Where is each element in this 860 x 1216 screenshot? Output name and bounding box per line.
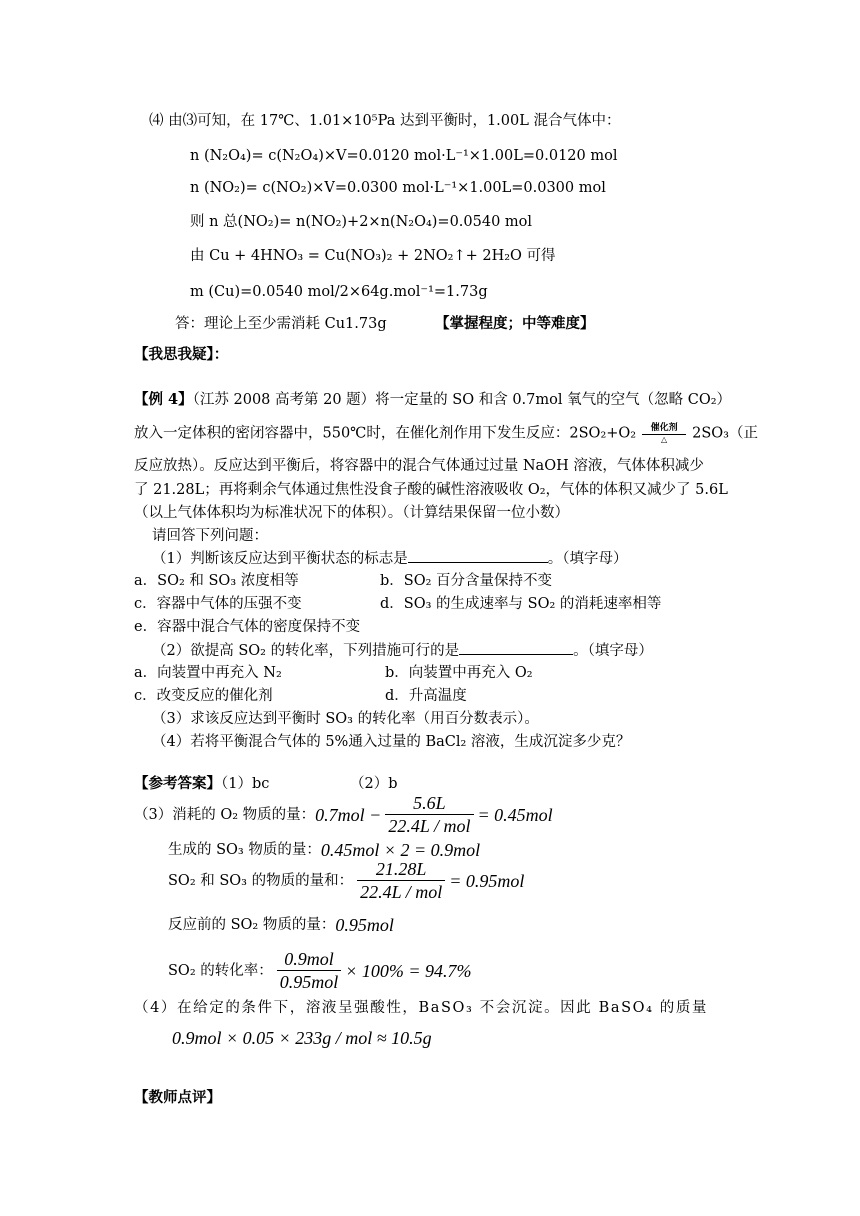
q1-option-c: c．容器中气体的压强不变	[134, 596, 302, 612]
part4-eq1: n (N₂O₄)= c(N₂O₄)×V=0.0120 mol·L⁻¹×1.00L=0.0120 mol	[190, 148, 618, 164]
fraction-total-numerator: 21.28L	[357, 858, 445, 881]
answer-blank-2[interactable]	[459, 640, 573, 655]
question-1-text: （1）判断该反应达到平衡状态的标志是	[152, 551, 408, 567]
example4-line4: 了 21.28L；再将剩余气体通过焦性没食子酸的碱性溶液吸收 O₂，气体的体积又减少了 5.6L	[134, 482, 728, 498]
answer-3a-label: （3）消耗的 O₂ 物质的量：	[134, 806, 316, 823]
answer-2: （2）b	[350, 776, 398, 792]
question-1-tail: 。（填字母）	[547, 551, 628, 567]
answer-3e-post: × 100% = 94.7%	[345, 960, 472, 981]
answer-3a-pre: 0.7mol −	[315, 804, 382, 825]
answer-3a-post: = 0.45mol	[477, 804, 553, 825]
answer-3e	[168, 948, 472, 993]
answer-3c	[168, 858, 524, 903]
question-4: （4）若将平衡混合气体的 5%通入过量的 BaCl₂ 溶液，生成沉淀多少克？	[152, 734, 631, 750]
answer-3d-label: 反应前的 SO₂ 物质的量：	[168, 917, 336, 933]
fraction-o2-numerator: 5.6L	[385, 792, 473, 815]
question-2	[152, 640, 653, 661]
catalyst-label: 催化剂	[650, 423, 678, 433]
fraction-total	[357, 858, 445, 903]
answer-3b	[168, 840, 480, 860]
q2-option-a: a．向装置中再充入 N₂	[134, 665, 282, 681]
fraction-total-denominator: 22.4L / mol	[360, 882, 443, 902]
example4-text1: （江苏 2008 高考第 20 题）将一定量的 SO 和含 0.7mol 氧气的空气（忽略 CO₂）	[192, 392, 732, 408]
q1-option-e: e．容器中混合气体的密度保持不变	[134, 619, 361, 635]
reflection-heading: 【我思我疑】：	[134, 346, 229, 363]
example4-text2a: 放入一定体积的密闭容器中，550℃时，在催化剂作用下发生反应：2SO₂+O₂	[134, 425, 637, 442]
part4-eq2: n (NO₂)= c(NO₂)×V=0.0300 mol·L⁻¹×1.00L=0.0300 mol	[190, 180, 606, 196]
q2-option-b: b．向装置中再充入 O₂	[385, 665, 533, 681]
example4-label: 【例 4】	[134, 391, 193, 408]
answer-3b-label: 生成的 SO₃ 物质的量：	[168, 842, 321, 858]
example4-text2b: 2SO₃（正	[692, 425, 758, 442]
answer-1: （1）bc	[221, 776, 270, 792]
reference-row	[134, 774, 269, 794]
heat-symbol: △	[661, 435, 668, 444]
mastery-note: 【掌握程度；中等难度】	[435, 315, 595, 332]
part4-intro: ⑷ 由⑶可知，在 17℃、1.01×10⁵Pa 达到平衡时，1.00L 混合气体中：	[149, 113, 621, 129]
part4-eq4: 由 Cu + 4HNO₃ = Cu(NO₃)₂ + 2NO₂↑+ 2H₂O 可得	[190, 248, 556, 264]
example4-line3: 反应放热）。反应达到平衡后，将容器中的混合气体通过过量 NaOH 溶液，气体体积减少	[134, 458, 704, 474]
reversible-arrow	[642, 423, 686, 444]
answer-3e-label: SO₂ 的转化率：	[168, 962, 273, 979]
fraction-conversion	[277, 948, 342, 993]
q1-option-b: b．SO₂ 百分含量保持不变	[380, 573, 553, 589]
question-3: （3）求该反应达到平衡时 SO₃ 的转化率（用百分数表示）。	[152, 711, 539, 727]
answer-4-expr: 0.9mol × 0.05 × 233g / mol ≈ 10.5g	[172, 1028, 432, 1048]
example4-line5: （以上气体体积均为标准状况下的体积）。（计算结果保留一位小数）	[134, 505, 569, 521]
q1-option-d: d．SO₃ 的生成速率与 SO₂ 的消耗速率相等	[380, 596, 662, 612]
q2-option-c: c．改变反应的催化剂	[134, 688, 273, 704]
fraction-conversion-numerator: 0.9mol	[277, 948, 342, 971]
question-1	[152, 548, 627, 569]
q1-option-a: a．SO₂ 和 SO₃ 浓度相等	[134, 573, 299, 589]
part4-eq3: 则 n 总(NO₂)= n(NO₂)+2×n(N₂O₄)=0.0540 mol	[190, 214, 533, 230]
fraction-conversion-denominator: 0.95mol	[279, 972, 339, 992]
answer-3c-post: = 0.95mol	[449, 870, 525, 891]
example4-prompt: 请回答下列问题：	[152, 528, 268, 544]
part4-eq5: m (Cu)=0.0540 mol/2×64g.mol⁻¹=1.73g	[190, 284, 488, 300]
answer-3a	[134, 792, 553, 837]
teacher-comment-heading: 【教师点评】	[134, 1089, 221, 1106]
answer-3d	[168, 915, 394, 935]
answer-3d-expr: 0.95mol	[335, 915, 394, 935]
answer-4-line: （4）在给定的条件下，溶液呈强酸性，BaSO₃ 不会沉淀。因此 BaSO₄ 的质量	[134, 1000, 709, 1016]
answer-blank-1[interactable]	[408, 548, 548, 563]
answer-3c-label: SO₂ 和 SO₃ 的物质的量和：	[168, 872, 354, 889]
example4-line2	[134, 423, 758, 444]
fraction-o2-denominator: 22.4L / mol	[388, 816, 471, 836]
question-2-text: （2）欲提高 SO₂ 的转化率，下列措施可行的是	[152, 643, 460, 659]
reference-label: 【参考答案】	[134, 775, 221, 792]
part4-answer: 答：理论上至少需消耗 Cu1.73g	[175, 316, 387, 332]
q2-option-d: d．升高温度	[385, 688, 467, 704]
example4-line1	[134, 390, 731, 410]
question-2-tail: 。（填字母）	[573, 643, 653, 659]
fraction-o2	[385, 792, 473, 837]
answer-3b-expr: 0.45mol × 2 = 0.9mol	[320, 840, 481, 860]
